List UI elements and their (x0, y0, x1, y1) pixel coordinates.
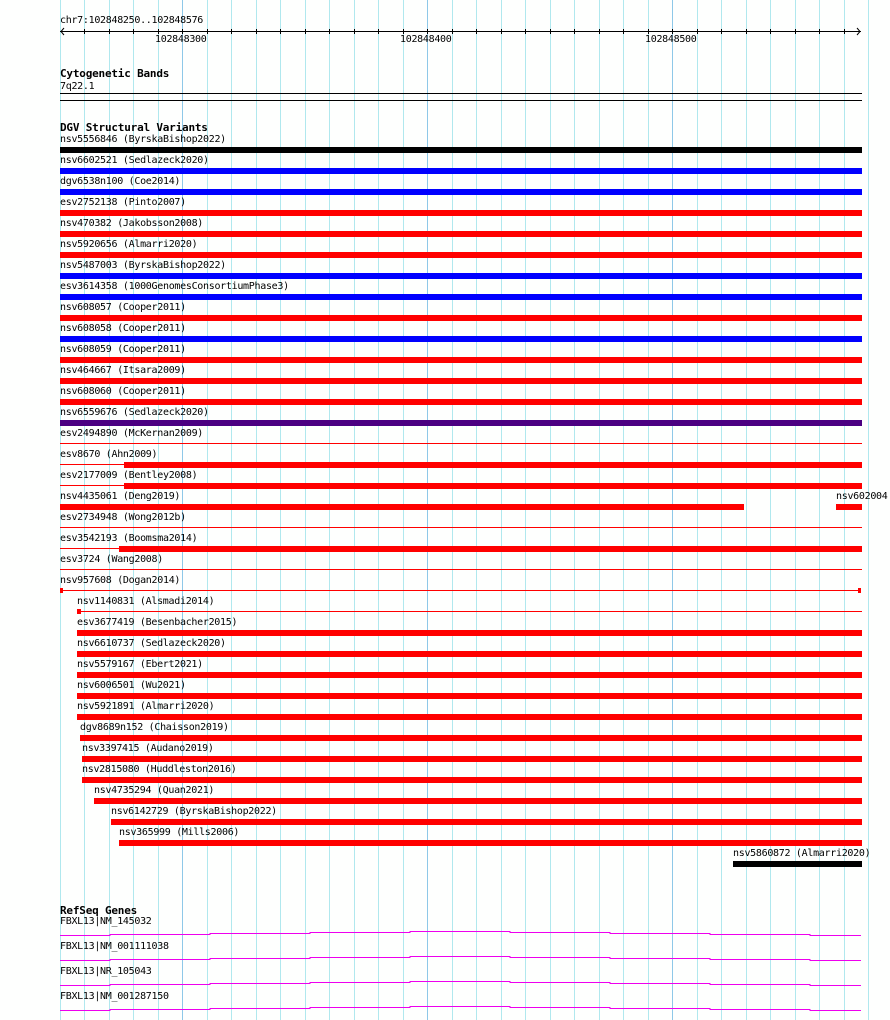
variant-feature[interactable] (60, 464, 124, 465)
variant-label[interactable]: esv2734948 (Wong2012b) (60, 512, 186, 523)
variant-feature[interactable] (60, 231, 862, 237)
variant-feature[interactable] (733, 861, 862, 867)
cytoband-line-top (60, 93, 862, 94)
variant-feature[interactable] (82, 777, 862, 783)
variant-feature[interactable] (60, 315, 862, 321)
variant-feature[interactable] (60, 443, 862, 444)
variant-label[interactable]: nsv4735294 (Quan2021) (94, 785, 215, 796)
gene-label[interactable]: FBXL13|NM_001111038 (60, 941, 169, 952)
ruler-tick-label: 102848400 (400, 34, 452, 45)
ruler-axis[interactable] (0, 0, 890, 60)
variant-feature[interactable] (60, 399, 862, 405)
variant-label[interactable]: nsv5487003 (ByrskaBishop2022) (60, 260, 226, 271)
variant-feature[interactable] (77, 630, 862, 636)
variant-label[interactable]: nsv608059 (Cooper2011) (60, 344, 186, 355)
variant-feature[interactable] (60, 485, 124, 486)
refseq-track-title: RefSeq Genes (60, 904, 138, 917)
gene-intron-line[interactable] (0, 947, 890, 967)
variant-label[interactable]: esv2752138 (Pinto2007) (60, 197, 186, 208)
variant-feature[interactable] (60, 548, 119, 549)
variant-label[interactable]: nsv6006501 (Wu2021) (77, 680, 186, 691)
dgv-track-title: DGV Structural Variants (60, 121, 208, 134)
variant-feature[interactable] (60, 210, 862, 216)
variant-label[interactable]: esv3614358 (1000GenomesConsortiumPhase3) (60, 281, 289, 292)
variant-feature[interactable] (60, 569, 862, 570)
variant-feature[interactable] (60, 273, 862, 279)
variant-feature[interactable] (124, 483, 862, 489)
variant-label[interactable]: nsv608058 (Cooper2011) (60, 323, 186, 334)
variant-label[interactable]: nsv5920656 (Almarri2020) (60, 239, 198, 250)
variant-label[interactable]: nsv6559676 (Sedlazeck2020) (60, 407, 209, 418)
variant-feature[interactable] (60, 504, 744, 510)
variant-feature[interactable] (111, 819, 862, 825)
variant-label[interactable]: nsv5579167 (Ebert2021) (77, 659, 203, 670)
variant-label[interactable]: nsv3397415 (Audano2019) (82, 743, 214, 754)
variant-label[interactable]: nsv608057 (Cooper2011) (60, 302, 186, 313)
variant-label[interactable]: esv3677419 (Besenbacher2015) (77, 617, 238, 628)
gene-label[interactable]: FBXL13|NM_145032 (60, 916, 152, 927)
variant-label[interactable]: nsv365999 (Mills2006) (119, 827, 240, 838)
variant-feature[interactable] (858, 588, 861, 593)
variant-label[interactable]: nsv2815080 (Huddleston2016) (82, 764, 237, 775)
variant-feature[interactable] (77, 672, 862, 678)
variant-label[interactable]: dgv6538n100 (Coe2014) (60, 176, 181, 187)
variant-label[interactable]: nsv608060 (Cooper2011) (60, 386, 186, 397)
variant-feature[interactable] (60, 336, 862, 342)
variant-feature[interactable] (119, 546, 862, 552)
variant-label[interactable]: nsv470382 (Jakobsson2008) (60, 218, 204, 229)
variant-feature[interactable] (77, 611, 862, 612)
variant-feature[interactable] (119, 840, 862, 846)
variant-label[interactable]: esv3724 (Wang2008) (60, 554, 163, 565)
variant-feature[interactable] (77, 651, 862, 657)
gene-intron-line[interactable] (0, 922, 890, 942)
variant-label[interactable]: nsv1140831 (Alsmadi2014) (77, 596, 215, 607)
variant-label[interactable]: nsv464667 (Itsara2009) (60, 365, 186, 376)
gene-label[interactable]: FBXL13|NM_001287150 (60, 991, 169, 1002)
gene-label[interactable]: FBXL13|NR_105043 (60, 966, 152, 977)
ruler-tick-label: 102848500 (645, 34, 697, 45)
variant-label[interactable]: nsv5556846 (ByrskaBishop2022) (60, 134, 226, 145)
cytoband-track-title: Cytogenetic Bands (60, 67, 170, 80)
variant-label[interactable]: nsv6610737 (Sedlazeck2020) (77, 638, 226, 649)
variant-feature[interactable] (60, 527, 862, 528)
variant-label[interactable]: nsv602004 (836, 491, 888, 502)
variant-feature[interactable] (82, 756, 862, 762)
variant-feature[interactable] (124, 462, 862, 468)
variant-feature[interactable] (60, 168, 862, 174)
variant-label[interactable]: esv8670 (Ahn2009) (60, 449, 158, 460)
variant-label[interactable]: esv2177009 (Bentley2008) (60, 470, 198, 481)
variant-feature[interactable] (836, 504, 862, 510)
variant-label[interactable]: nsv6142729 (ByrskaBishop2022) (111, 806, 277, 817)
ruler-tick-label: 102848300 (155, 34, 207, 45)
variant-feature[interactable] (60, 357, 862, 363)
variant-feature[interactable] (77, 714, 862, 720)
variant-feature[interactable] (60, 252, 862, 258)
gene-intron-line[interactable] (0, 972, 890, 992)
variant-label[interactable]: nsv6602521 (Sedlazeck2020) (60, 155, 209, 166)
variant-feature[interactable] (60, 147, 862, 153)
variant-feature[interactable] (60, 378, 862, 384)
variant-feature[interactable] (60, 420, 862, 426)
cytoband-line-bottom (60, 100, 862, 101)
variant-feature[interactable] (77, 693, 862, 699)
variant-feature[interactable] (60, 590, 861, 591)
variant-label[interactable]: esv3542193 (Boomsma2014) (60, 533, 198, 544)
variant-label[interactable]: nsv4435061 (Deng2019) (60, 491, 181, 502)
variant-feature[interactable] (60, 189, 862, 195)
variant-label[interactable]: esv2494890 (McKernan2009) (60, 428, 204, 439)
location-label: chr7:102848250..102848576 (60, 15, 204, 26)
cytoband-label[interactable]: 7q22.1 (60, 81, 95, 92)
variant-label[interactable]: nsv5860872 (Almarri2020) (733, 848, 871, 859)
variant-feature[interactable] (94, 798, 862, 804)
variant-feature[interactable] (80, 735, 862, 741)
variant-label[interactable]: dgv8689n152 (Chaisson2019) (80, 722, 229, 733)
variant-feature[interactable] (77, 609, 81, 614)
variant-feature[interactable] (60, 294, 862, 300)
variant-feature[interactable] (60, 588, 63, 593)
gene-intron-line[interactable] (0, 997, 890, 1017)
variant-label[interactable]: nsv5921891 (Almarri2020) (77, 701, 215, 712)
variant-label[interactable]: nsv957608 (Dogan2014) (60, 575, 181, 586)
